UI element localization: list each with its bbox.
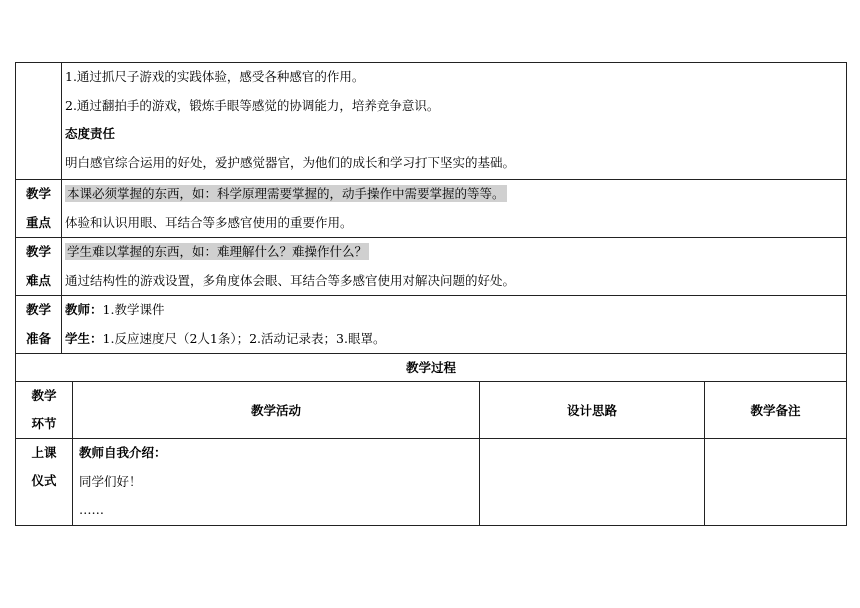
difficulties-hint: 学生难以掌握的东西，如：难理解什么？难操作什么？: [67, 244, 368, 259]
ceremony-stage: [16, 439, 73, 526]
col-activity-header: 教学活动: [73, 382, 480, 439]
preparation-label-line2: 准备: [25, 330, 51, 346]
key-points-content: [62, 180, 847, 238]
teacher-prep-label: 教师：: [65, 302, 103, 317]
process-header-row: [16, 382, 847, 439]
ceremony-activity-line1: 同学们好！: [79, 473, 142, 489]
col-stage-line2: 环节: [31, 416, 57, 431]
difficulties-label-line2: 难点: [25, 272, 51, 288]
teacher-prep-text: 1.教学课件: [102, 302, 165, 317]
ceremony-notes: [705, 439, 847, 526]
preparation-content: [62, 296, 847, 354]
col-notes-header: 教学备注: [705, 382, 847, 439]
process-title: 教学过程: [16, 354, 847, 382]
process-row-ceremony: [16, 439, 847, 526]
student-prep-text: 1.反应速度尺（2人1条）；2.活动记录表；3.眼罩。: [102, 330, 386, 346]
preparation-row: [16, 296, 847, 354]
ceremony-stage-line1: 上课: [31, 445, 57, 460]
process-title-row: [16, 354, 847, 382]
ceremony-design: [480, 439, 705, 526]
preparation-label-line1: 教学: [25, 302, 51, 317]
col-design-header: 设计思路: [480, 382, 705, 439]
goal-line-2: 2.通过翻拍手的游戏，锻炼手眼等感觉的协调能力，培养竞争意识。: [65, 97, 440, 113]
difficulties-content: [62, 238, 847, 296]
difficulties-row: [16, 238, 847, 296]
key-points-label-line1: 教学: [25, 186, 51, 201]
ceremony-activity-heading: 教师自我介绍：: [79, 445, 167, 460]
student-prep-label: 学生：: [65, 330, 103, 346]
ceremony-stage-line2: 仪式: [31, 473, 57, 488]
difficulties-label: [16, 238, 62, 296]
key-points-row: [16, 180, 847, 238]
difficulties-label-line1: 教学: [25, 244, 51, 259]
teaching-process-table: [15, 353, 847, 526]
attitude-text: 明白感官综合运用的好处，爱护感觉器官，为他们的成长和学习打下坚实的基础。: [65, 154, 516, 170]
lesson-plan-table: [15, 62, 847, 354]
preparation-label: [16, 296, 62, 354]
key-points-text: 体验和认识用眼、耳结合等多感官使用的重要作用。: [65, 214, 353, 230]
student-prep: [65, 325, 846, 354]
teacher-prep: [65, 296, 846, 325]
goal-line-1: 1.通过抓尺子游戏的实践体验，感受各种感官的作用。: [65, 69, 365, 84]
key-points-hint: 本课必须掌握的东西，如：科学原理需要掌握的，动手操作中需要掌握的等等。: [67, 186, 505, 201]
key-points-label: [16, 180, 62, 238]
goals-label-cell: [16, 63, 62, 180]
ceremony-activity: [73, 439, 480, 526]
difficulties-text: 通过结构性的游戏设置，多角度体会眼、耳结合等多感官使用对解决问题的好处。: [65, 272, 516, 288]
goals-content-cell: [62, 63, 847, 180]
goals-row: [16, 63, 847, 180]
ceremony-activity-line2: ……: [79, 502, 104, 517]
attitude-heading: 态度责任: [65, 126, 116, 141]
col-stage-header: [16, 382, 73, 439]
key-points-label-line2: 重点: [25, 214, 51, 230]
col-stage-line1: 教学: [31, 388, 57, 403]
